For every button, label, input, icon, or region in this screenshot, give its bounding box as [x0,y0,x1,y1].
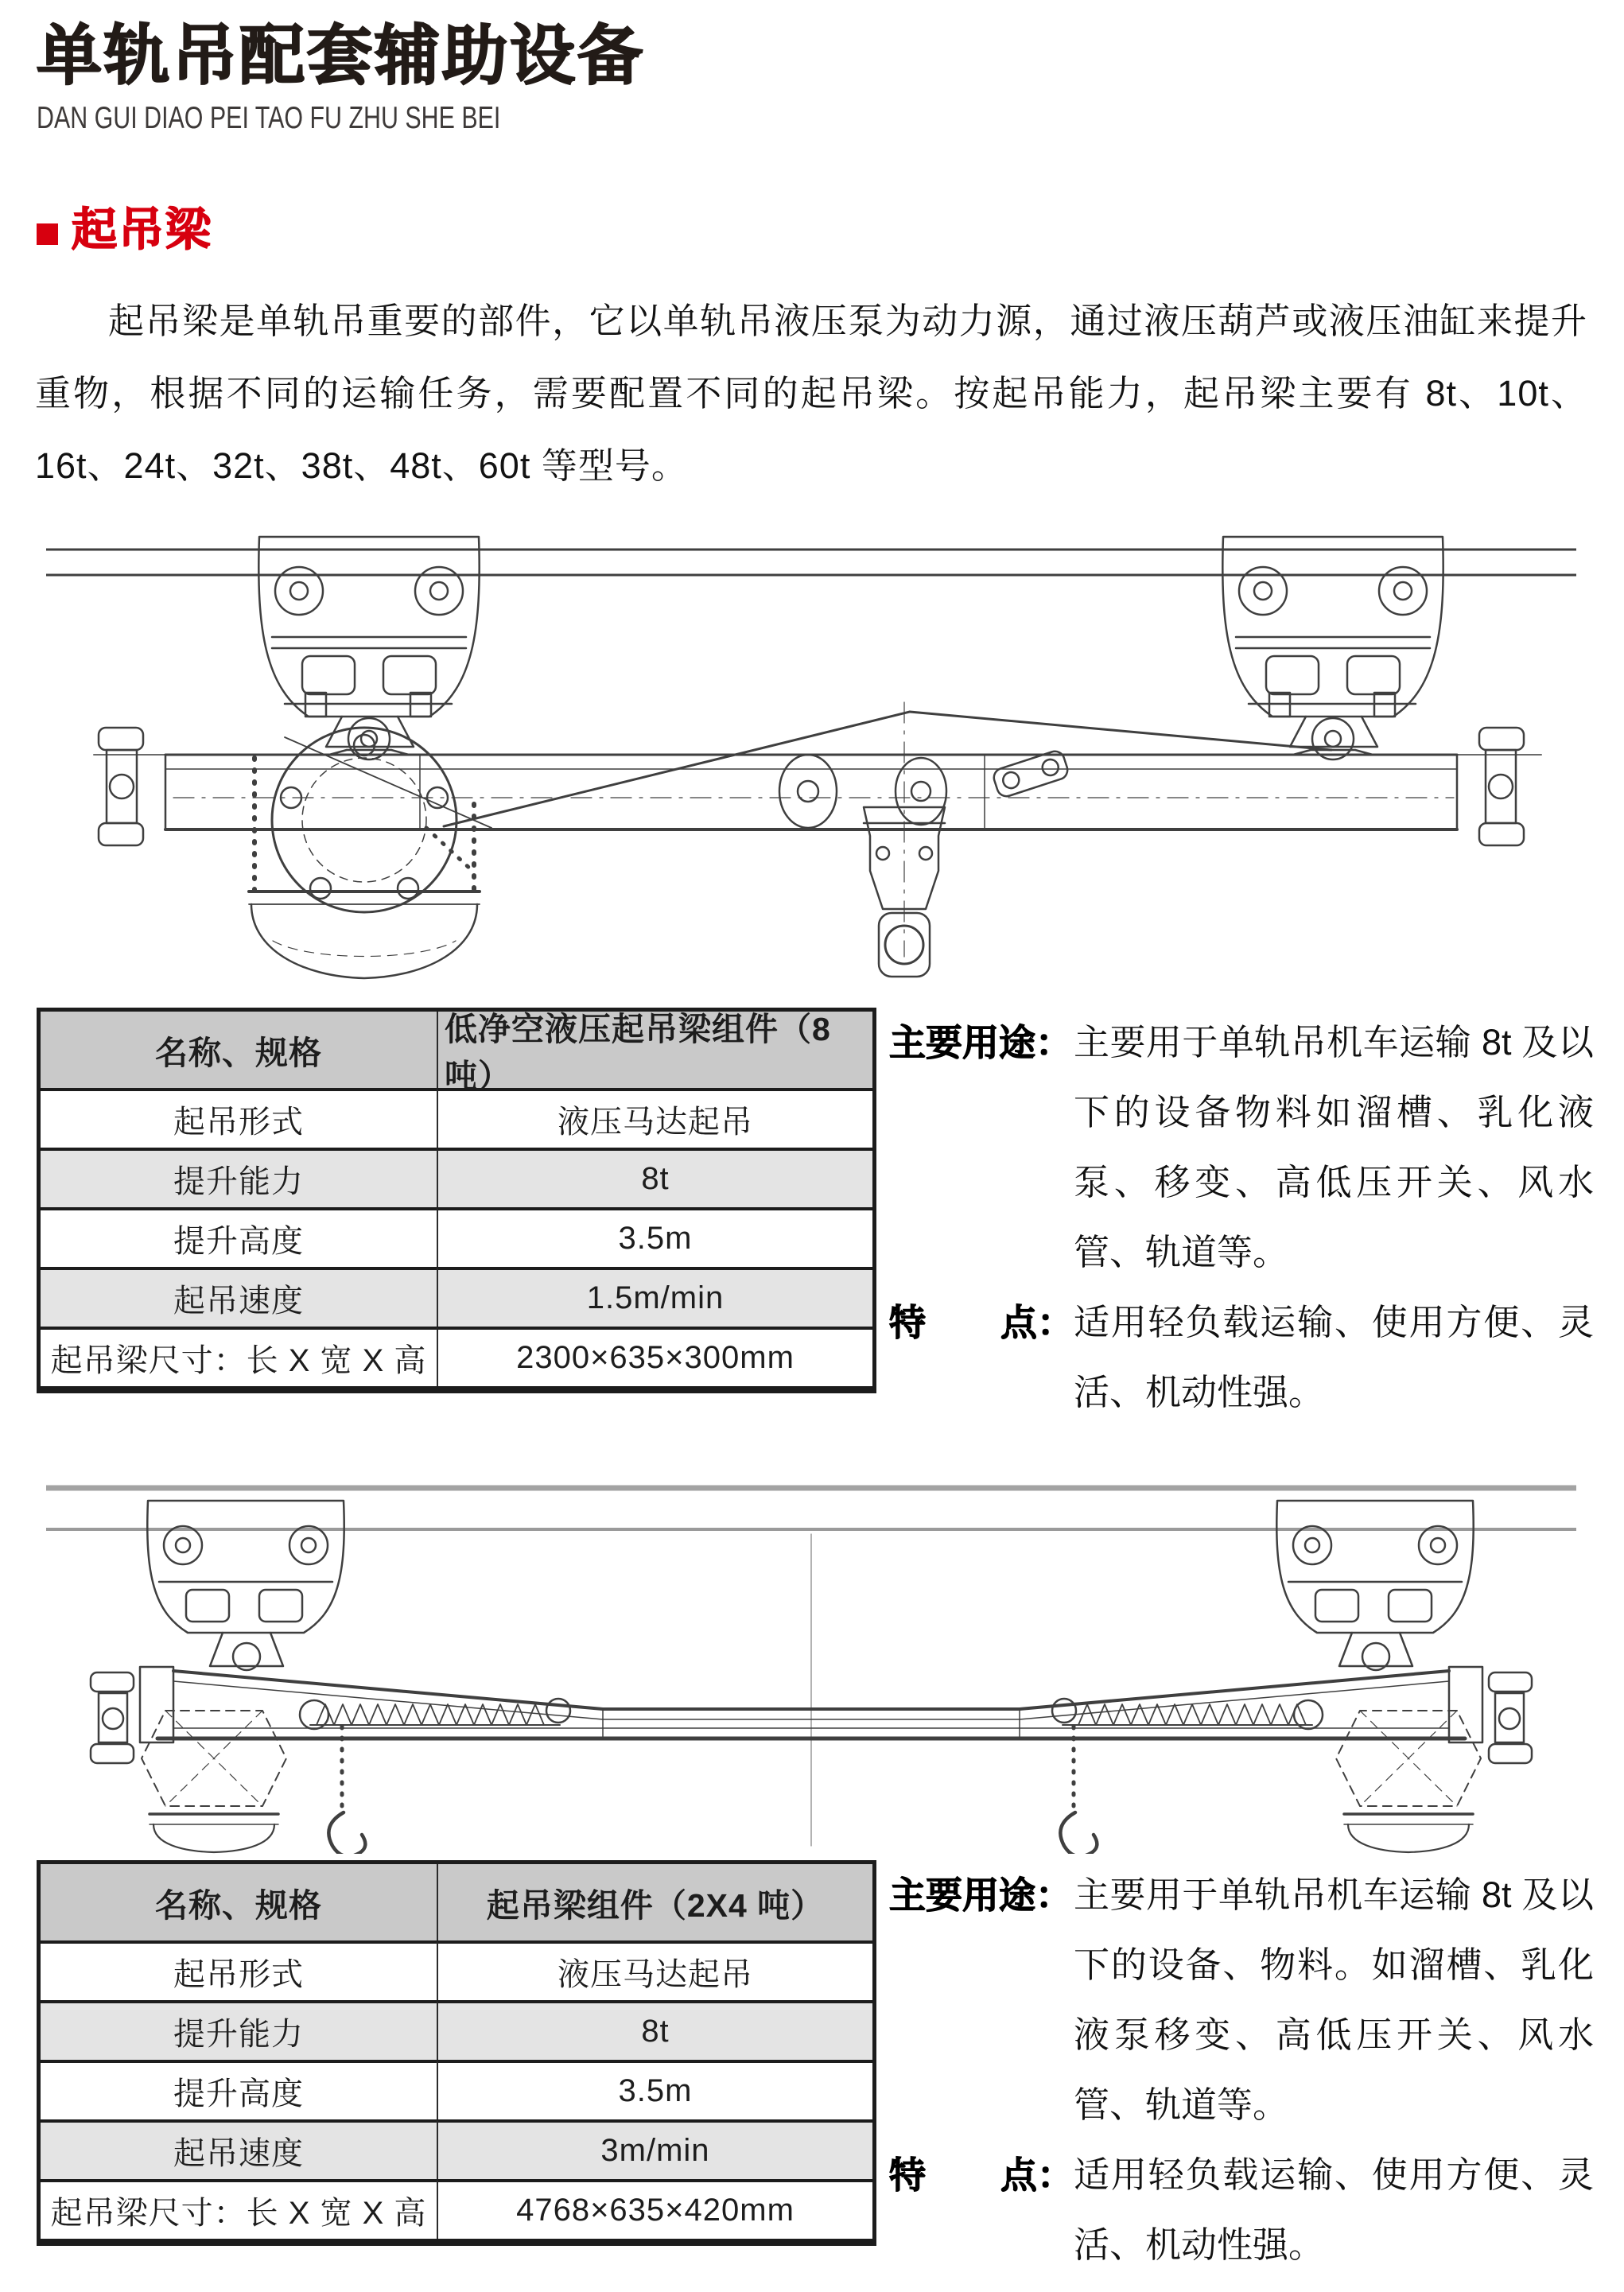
linkage-rods [444,712,1331,828]
usage-label-text: 主要用途： [889,1022,1072,1063]
feature-text: 适用轻负载运输、使用方便、灵活、机动性强。 [1074,2154,1594,2265]
feature-label-a: 特 [889,1302,926,1343]
table-cell-label: 起吊速度 [41,2119,437,2179]
spec-table-8t [37,1008,876,1393]
feature-label-b: 点： [1000,1302,1074,1343]
feature-label-a: 特 [889,2154,926,2196]
page-subtitle-wrap [37,102,1624,135]
table-cell-value: 液压马达起吊 [437,1940,872,2000]
end-hoist [142,1711,286,1852]
figure-lifting-beam-8t [46,511,1576,989]
table-header-name: 名称、规格 [41,1012,437,1088]
spec-table-2x4t [37,1860,876,2246]
info-block-2x4t [889,1860,1594,2280]
usage-label [889,1860,1074,1930]
table-header-spec: 起吊梁组件（2X4 吨） [437,1864,872,1940]
feature-label [889,1288,1074,1358]
hydraulic-hoist [249,728,491,978]
page-title: 单轨吊配套辅助设备 [37,20,646,92]
usage-item [889,1860,1594,2140]
table-cell-value: 8t [437,2000,872,2060]
feature-label [889,2140,1074,2210]
usage-item [889,1008,1594,1288]
table-cell-value: 3.5m [437,2060,872,2119]
table-cell-value: 1.5m/min [437,1267,872,1327]
table-cell-value: 3.5m [437,1207,872,1267]
table-cell-label: 起吊梁尺寸：长 X 宽 X 高 [41,1327,437,1386]
table-cell-value: 3m/min [437,2119,872,2179]
hook-block [864,702,945,977]
feature-item [889,2140,1594,2280]
usage-label-text: 主要用途： [889,1874,1072,1916]
table-cell-label: 提升能力 [41,2000,437,2060]
usage-text: 主要用于单轨吊机车运输 8t 及以下的设备物料如溜槽、乳化液泵、移变、高低压开关、风水管、轨道等。 [1074,1022,1594,1272]
page-subtitle-pinyin: DAN GUI DIAO PEI TAO FU ZHU SHE BEI [37,101,501,136]
trolley-carriage [147,1501,344,1670]
spec-row-2x4t [37,1860,1624,2280]
feature-label-b: 点： [1000,2154,1074,2196]
beam-end-clevis [99,728,143,845]
lifting-beam [165,755,1457,829]
usage-text: 主要用于单轨吊机车运输 8t 及以下的设备、物料。如溜槽、乳化液泵移变、高低压开关、风水管、轨道等。 [1074,1874,1594,2125]
section-bullet-icon [37,223,58,245]
table-cell-value: 4768×635×420mm [437,2179,872,2239]
info-block-8t [889,1008,1594,1428]
table-cell-label: 起吊形式 [41,1940,437,2000]
table-cell-value: 8t [437,1148,872,1207]
table-cell-label: 提升能力 [41,1148,437,1207]
trolley-carriage [258,537,479,759]
usage-label [889,1008,1074,1078]
intro-paragraph: 起吊梁是单轨吊重要的部件，它以单轨吊液压泵为动力源，通过液压葫芦或液压油缸来提升重物，根据不同的运输任务，需要配置不同的起吊梁。按起吊能力，起吊梁主要有 8t、10t、16t、24t、32t、38t、48t、60t 等型号。 [35,301,1587,486]
feature-item [889,1288,1594,1428]
chain-and-hook [328,1727,365,1854]
table-header-spec: 低净空液压起吊梁组件（8 吨） [437,1012,872,1088]
table-cell-label: 起吊形式 [41,1088,437,1148]
table-cell-label: 起吊速度 [41,1267,437,1327]
table-cell-value: 液压马达起吊 [437,1088,872,1148]
table-cell-label: 提升高度 [41,1207,437,1267]
table-cell-label: 起吊梁尺寸：长 X 宽 X 高 [41,2179,437,2239]
spec-row-8t [37,1008,1624,1428]
section-title: 起吊梁 [72,204,212,255]
section-header [37,204,1624,253]
figure-lifting-beam-2x4t [46,1472,1576,1854]
table-header-name: 名称、规格 [41,1864,437,1940]
feature-text: 适用轻负载运输、使用方便、灵活、机动性强。 [1074,1302,1594,1412]
table-cell-value: 2300×635×300mm [437,1327,872,1386]
table-cell-label: 提升高度 [41,2060,437,2119]
beam-end-clevis [91,1672,134,1763]
